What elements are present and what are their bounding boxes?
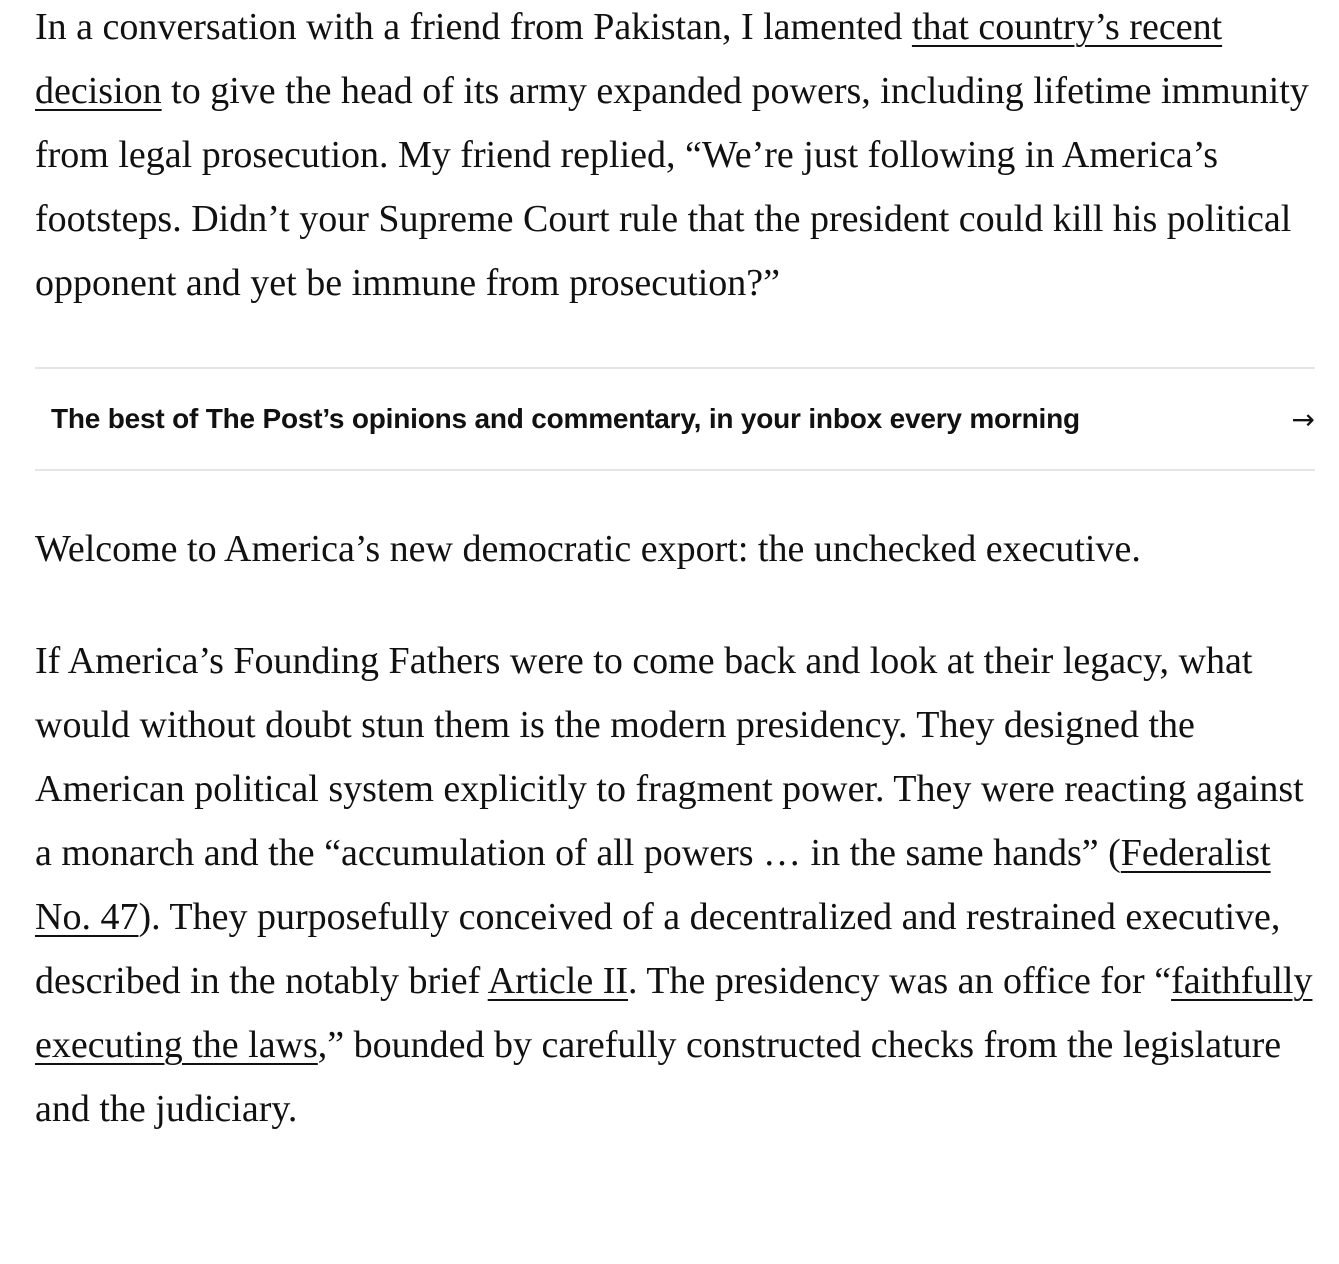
paragraph-2 <box>35 517 1315 581</box>
arrow-right-icon: → <box>1291 402 1315 436</box>
newsletter-signup-link[interactable] <box>35 367 1315 471</box>
link-article-ii[interactable]: Article II <box>487 960 629 1002</box>
paragraph-2-text: Welcome to America’s new democratic export: the unchecked executive. <box>35 528 1141 570</box>
link-federalist-47[interactable]: Federalist No. 47 <box>35 832 1271 938</box>
paragraph-3-text-d: ,” bounded by carefully constructed checks from the legislature and the judiciary. <box>35 1024 1282 1130</box>
paragraph-1-text-a: In a conversation with a friend from Pakistan, I lamented <box>35 6 912 48</box>
article-body <box>35 0 1315 1141</box>
paragraph-3-text-c: . The presidency was an office for “ <box>628 960 1172 1002</box>
paragraph-3-text-b: ). They purposefully conceived of a decentralized and restrained executive, described in the notably brief <box>35 896 1281 1002</box>
paragraph-1-text-b: to give the head of its army expanded powers, including lifetime immunity from legal prosecution. My friend replied, “We’re just following in America’s footsteps. Didn’t your Supreme Court rule that the president could kill his political opponent and yet be immune from prosecution?” <box>35 70 1309 304</box>
newsletter-signup-label: The best of The Post’s opinions and commentary, in your inbox every morning <box>51 403 1080 434</box>
paragraph-3 <box>35 629 1315 1141</box>
link-faithfully-executing[interactable]: faithfully executing the laws <box>35 960 1313 1066</box>
link-country-decision[interactable]: that country’s recent decision <box>35 6 1223 112</box>
paragraph-3-text-a: If America’s Founding Fathers were to come back and look at their legacy, what would without doubt stun them is the modern presidency. They designed the American political system explicitly to fragment power. They were reacting against a monarch and the “accumulation of all powers … in the same hands” ( <box>35 640 1304 874</box>
paragraph-1 <box>35 0 1315 315</box>
